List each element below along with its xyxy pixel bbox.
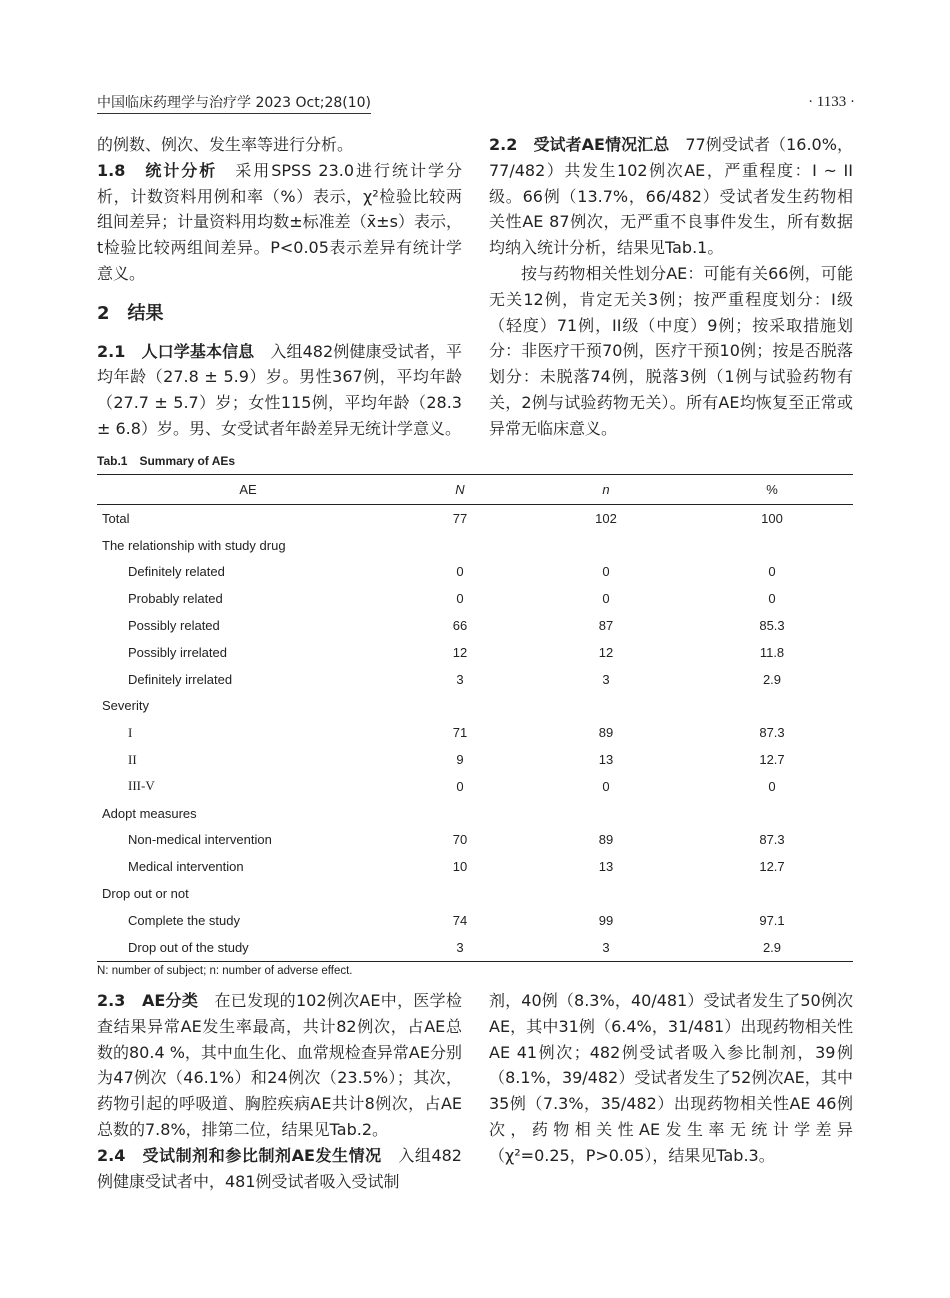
table-row: [97, 612, 853, 639]
cell-n: 89: [598, 832, 614, 848]
row-label: Drop out or not: [102, 886, 189, 902]
page-number: · 1133 ·: [808, 94, 855, 110]
table-header-row: [97, 475, 853, 505]
section-body: 在已发现的102例次AE中，医学检查结果异常AE发生率最高，共计82例次，占AE总数的80.4 %，其中血生化、血常规检查异常AE分别为47例次（46.1%）和24例次（23.5%）；其次，药物引起的呼吸道、胸腔疾病AE共计8例次，占AE总数的7.8%，排第二位，结果见Tab.2。: [97, 991, 462, 1139]
table-row: [97, 559, 853, 586]
col-header-ae: AE: [239, 482, 257, 497]
cell-pct: 85.3: [759, 618, 785, 634]
row-label: III-V: [128, 778, 155, 794]
section-heading: 2.4 受试制剂和参比制剂AE发生情况: [97, 1145, 382, 1165]
cell-pct: 87.3: [759, 832, 785, 848]
cell-n: 3: [602, 939, 610, 955]
section-heading: 1.8 统计分析: [97, 160, 218, 180]
cell-N: 0: [456, 778, 464, 794]
journal-header: 中国临床药理学与治疗学 2023 Oct;28(10): [97, 92, 371, 114]
cell-pct: [691, 800, 853, 827]
table-row: [97, 827, 853, 854]
cell-n: [521, 532, 691, 559]
section-2-title: 2 结果: [97, 302, 164, 324]
section-body: 入组482例健康受试者，平均年龄（27.8 ± 5.9）岁。男性367例，平均年龄（27.7 ± 5.7）岁；女性115例，平均年龄（28.3 ± 6.8）岁。男、女受试者年龄差异无统计学意义。: [97, 341, 462, 438]
left-column-top: [97, 132, 462, 442]
col-header-n: n: [602, 482, 610, 497]
section-body: 采用SPSS 23.0进行统计学分析，计数资料用例和率（%）表示，χ²检验比较两组间差异；计量资料用均数±标准差（x̄±s）表示，t检验比较两组间差异。P<0.05表示差异有统计学意义。: [97, 160, 462, 283]
table-row: [97, 880, 853, 907]
table-row: [97, 800, 853, 827]
table-row: [97, 639, 853, 666]
col-header-pct: %: [766, 482, 778, 497]
cell-pct: 12.7: [759, 859, 785, 875]
cell-pct: 2.9: [762, 671, 782, 687]
table-footnote: N: number of subject; n: number of adverse effect.: [97, 965, 353, 977]
table-row: [97, 693, 853, 720]
right-column-top: [489, 132, 853, 442]
cell-n: [521, 693, 691, 720]
cell-N: [399, 693, 521, 720]
section-2-4: [97, 1143, 462, 1195]
cell-pct: 0: [768, 591, 776, 607]
table-row: [97, 934, 853, 961]
row-label: Total: [102, 510, 130, 526]
row-label: Possibly irrelated: [128, 644, 227, 660]
cell-n: 102: [595, 510, 617, 526]
cell-pct: [691, 880, 853, 907]
cell-n: [521, 800, 691, 827]
cell-pct: 0: [768, 564, 776, 580]
cell-N: 0: [456, 564, 464, 580]
cell-n: 0: [602, 591, 610, 607]
cell-N: 12: [452, 644, 468, 660]
row-label: I: [128, 724, 133, 740]
section-body: 77例受试者（16.0%，77/482）共发生102例次AE，严重程度：I ~ II级。66例（13.7%，66/482）受试者发生药物相关性AE 87例次，无严重不良事件发生，所有数据均纳入统计分析，结果见Tab.1。: [489, 135, 853, 258]
cell-N: 3: [456, 671, 464, 687]
cell-N: 71: [452, 725, 468, 741]
section-2-3: [97, 988, 462, 1143]
cell-pct: 100: [761, 510, 783, 526]
row-label: Definitely irrelated: [128, 671, 233, 687]
row-label: Drop out of the study: [128, 939, 249, 955]
cell-N: [399, 532, 521, 559]
cell-n: 89: [598, 725, 614, 741]
table-row: [97, 719, 853, 746]
table-row: [97, 585, 853, 612]
section-heading: 2.3 AE分类: [97, 991, 199, 1010]
cell-pct: 0: [768, 778, 776, 794]
paragraph: 按与药物相关性划分AE：可能有关66例，可能无关12例，肯定无关3例；按严重程度划分：I级（轻度）71例，II级（中度）9例；按采取措施划分：非医疗干预70例，医疗干预10例；按是否脱落划分：未脱落74例，脱落3例（1例与试验药物有关，2例与试验药物无关）。所有AE均恢复至正常或异常无临床意义。: [489, 263, 853, 438]
cell-N: 9: [456, 752, 464, 768]
cell-pct: 87.3: [759, 725, 785, 741]
table-row: [97, 853, 853, 880]
cell-pct: 97.1: [759, 912, 785, 928]
cell-n: [521, 880, 691, 907]
table-row: [97, 532, 853, 559]
cell-N: 10: [452, 859, 468, 875]
section-heading: 2.2 受试者AE情况汇总: [489, 135, 670, 154]
cell-n: 0: [602, 564, 610, 580]
cell-N: [399, 880, 521, 907]
cell-n: 0: [602, 778, 610, 794]
table-row: [97, 666, 853, 693]
row-label: Adopt measures: [102, 805, 197, 821]
cell-pct: [691, 532, 853, 559]
cell-N: 0: [456, 591, 464, 607]
cell-N: 77: [452, 510, 468, 526]
row-label: Non-medical intervention: [128, 832, 272, 848]
row-label: Possibly related: [128, 618, 220, 634]
cell-n: 13: [598, 859, 614, 875]
table-row: [97, 505, 853, 532]
section-2-1: [97, 339, 462, 442]
section-heading: 2.1 人口学基本信息: [97, 341, 255, 361]
row-label: Medical intervention: [128, 859, 244, 875]
table-row: [97, 907, 853, 934]
row-label: The relationship with study drug: [102, 537, 286, 553]
table-row: [97, 746, 853, 773]
cell-N: [399, 800, 521, 827]
cell-pct: 2.9: [762, 939, 782, 955]
left-column-bottom: [97, 988, 462, 1194]
section-2-2: [489, 132, 853, 261]
right-column-bottom: [489, 988, 853, 1169]
row-label: Definitely related: [128, 564, 225, 580]
row-label: II: [128, 751, 137, 767]
paragraph: 剂，40例（8.3%，40/481）受试者发生了50例次AE，其中31例（6.4%，31/481）出现药物相关性AE 41例次；482例受试者吸入参比制剂，39例（8.1%，39/482）受试者发生了52例次AE，其中35例（7.3%，35/482）出现药物相关性AE 46例次，药物相关性AE发生率无统计学差异（χ²=0.25，P>0.05），结果见Tab.3。: [489, 991, 853, 1165]
cell-n: 12: [598, 644, 614, 660]
cell-pct: 12.7: [759, 752, 785, 768]
cell-n: 13: [598, 752, 614, 768]
cell-n: 3: [602, 671, 610, 687]
table-title: Tab.1 Summary of AEs: [97, 454, 236, 468]
section-body: 入组482例健康受试者中，481例受试者吸入受试制: [97, 1145, 462, 1191]
ae-summary-table: [97, 474, 853, 962]
cell-N: 3: [456, 939, 464, 955]
cell-N: 66: [452, 618, 468, 634]
cell-pct: [691, 693, 853, 720]
row-label: Complete the study: [128, 912, 241, 928]
cell-N: 70: [452, 832, 468, 848]
cell-n: 87: [598, 618, 614, 634]
cell-N: 74: [452, 912, 468, 928]
section-1-8: [97, 158, 462, 287]
row-label: Severity: [102, 698, 149, 714]
col-header-N: N: [455, 482, 465, 497]
row-label: Probably related: [128, 591, 223, 607]
table-row: [97, 773, 853, 800]
cell-n: 99: [598, 912, 614, 928]
cell-pct: 11.8: [759, 644, 785, 660]
paragraph: 的例数、例次、发生率等进行分析。: [97, 135, 354, 154]
